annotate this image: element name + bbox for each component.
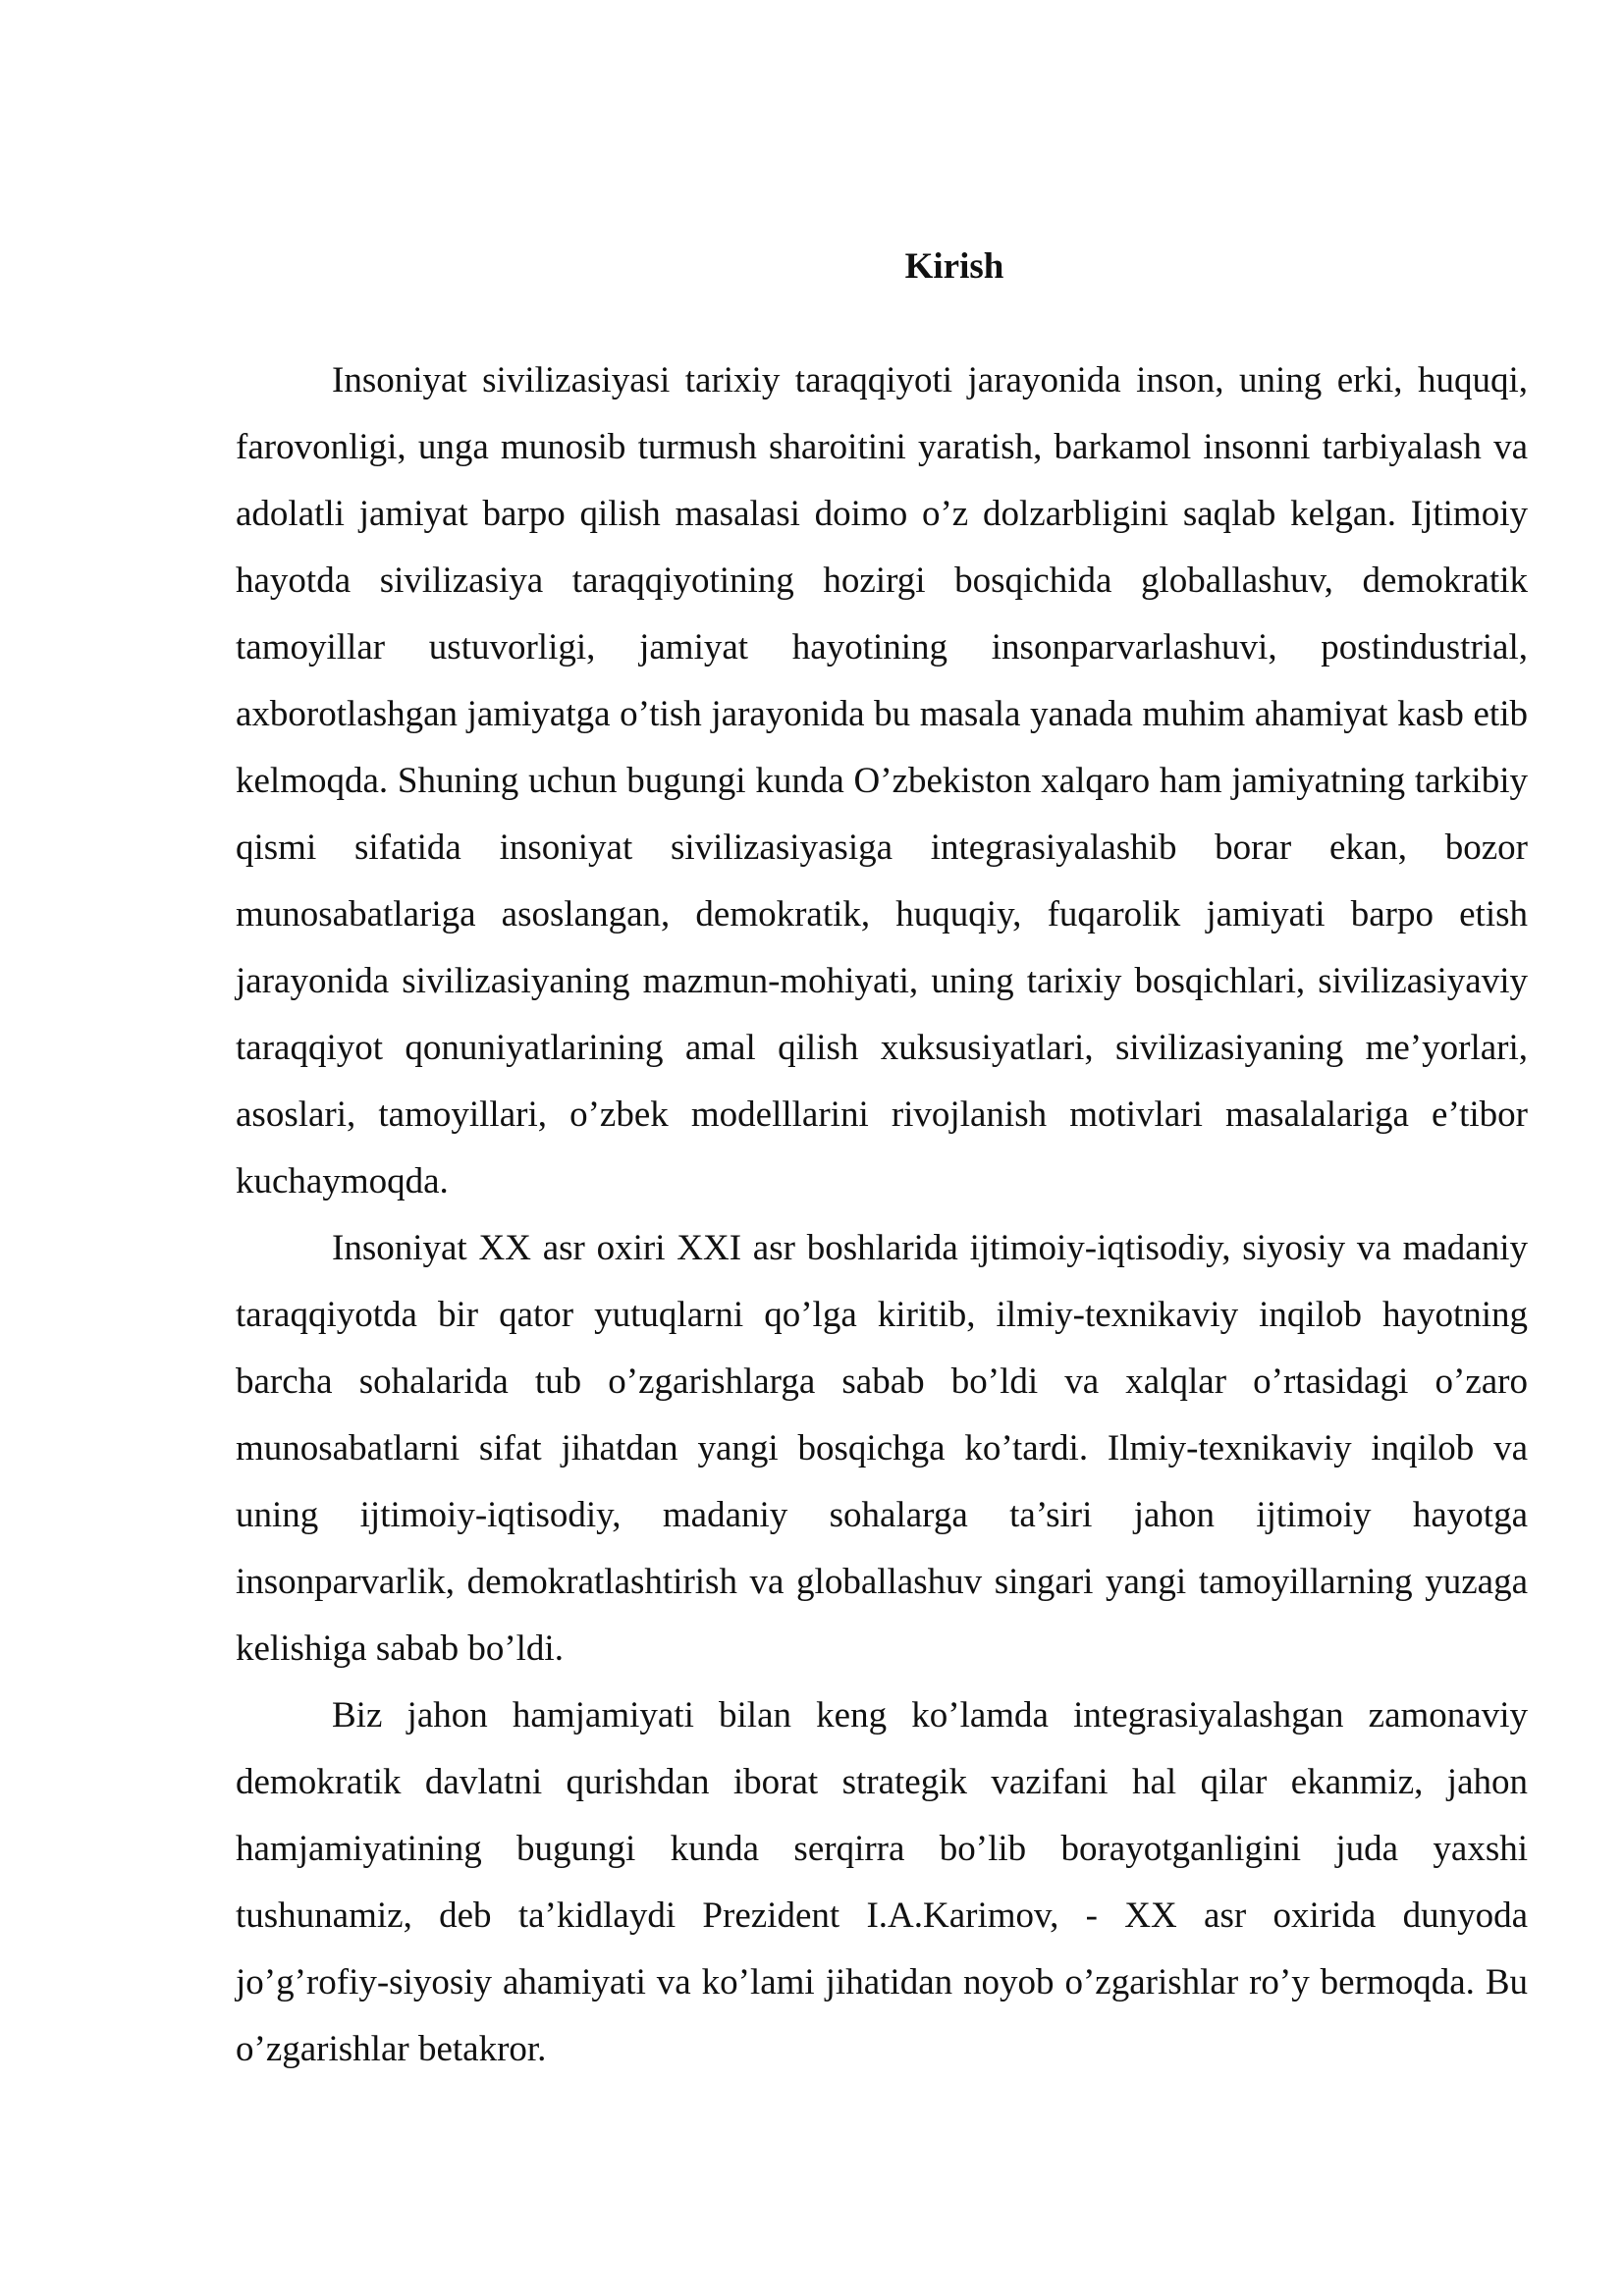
document-title: Kirish (904, 245, 1004, 287)
document-body (236, 347, 1528, 2083)
paragraph-2: Insoniyat XX asr oxiri XXI asr boshlarida ijtimoiy-iqtisodiy, siyosiy va madaniy taraqqiyotda bir qator yutuqlarni qo’lga kiritib, ilmiy-texnikaviy inqilob hayotning barcha sohalarida tub o’zgarishlarga sabab bo’ldi va xalqlar o’rtasidagi o’zaro munosabatlarni sifat jihatdan yangi bosqichga ko’tardi. Ilmiy-texnikaviy inqilob va uning ijtimoiy-iqtisodiy, madaniy sohalarga ta’siri jahon ijtimoiy hayotga insonparvarlik, demokratlashtirish va globallashuv singari yangi tamoyillarning yuzaga kelishiga sabab bo’ldi. (236, 1228, 1528, 1669)
paragraph-3: Biz jahon hamjamiyati bilan keng ko’lamda integrasiyalashgan zamonaviy demokratik davlatni qurishdan iborat strategik vazifani hal qilar ekanmiz, jahon hamjamiyatining bugungi kunda serqirra bo’lib borayotganligini juda yaxshi tushunamiz, deb ta’kidlaydi Prezident I.A.Karimov, - XX asr oxirida dunyoda jo’g’rofiy-siyosiy ahamiyati va ko’lami jihatidan noyob o’zgarishlar ro’y bermoqda. Bu o’zgarishlar betakror. (236, 1695, 1528, 2069)
paragraph-1: Insoniyat sivilizasiyasi tarixiy taraqqiyoti jarayonida inson, uning erki, huquqi, farovonligi, unga munosib turmush sharoitini yaratish, barkamol insonni tarbiyalash va adolatli jamiyat barpo qilish masalasi doimo o’z dolzarbligini saqlab kelgan. Ijtimoiy hayotda sivilizasiya taraqqiyotining hozirgi bosqichida globallashuv, demokratik tamoyillar ustuvorligi, jamiyat hayotining insonparvarlashuvi, postindustrial, axborotlashgan jamiyatga o’tish jarayonida bu masala yanada muhim ahamiyat kasb etib kelmoqda. Shuning uchun bugungi kunda O’zbekiston xalqaro ham jamiyatning tarkibiy qismi sifatida insoniyat sivilizasiyasiga integrasiyalashib borar ekan, bozor munosabatlariga asoslangan, demokratik, huquqiy, fuqarolik jamiyati barpo etish jarayonida sivilizasiyaning mazmun-mohiyati, uning tarixiy bosqichlari, sivilizasiyaviy taraqqiyot qonuniyatlarining amal qilish xuksusiyatlari, sivilizasiyaning me’yorlari, asoslari, tamoyillari, o’zbek modelllarini rivojlanish motivlari masalalariga e’tibor kuchaymoqda. (236, 360, 1528, 1201)
